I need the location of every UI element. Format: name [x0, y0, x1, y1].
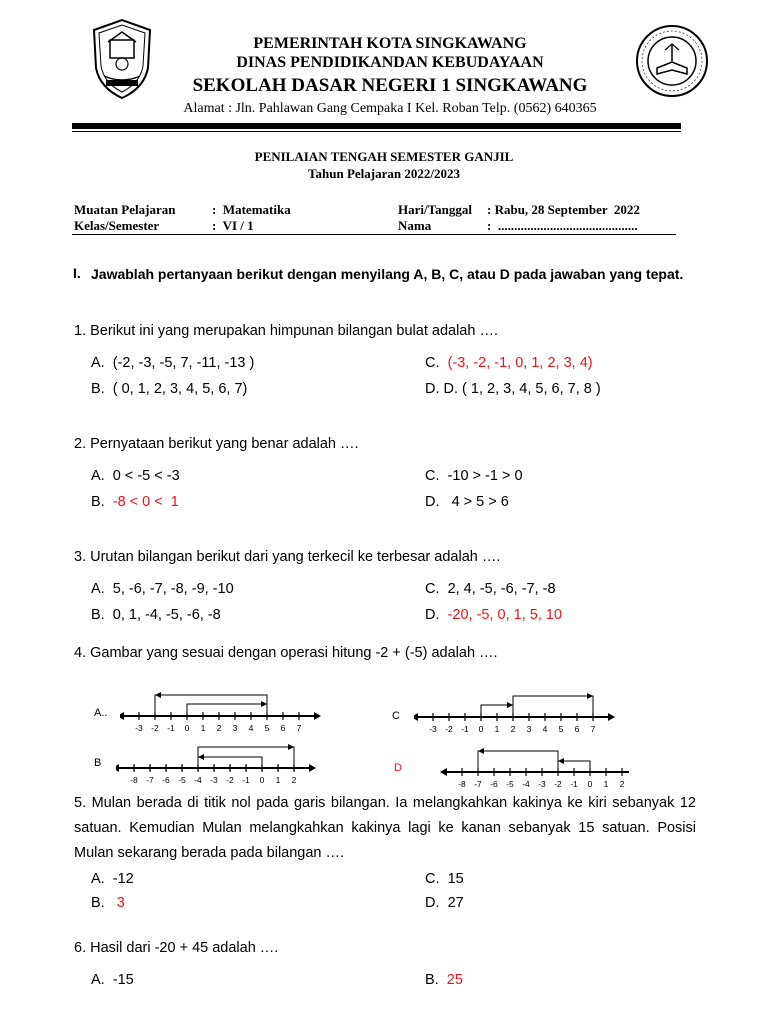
meta-underline — [72, 234, 676, 235]
tick-label: -2 — [151, 723, 159, 733]
tick-label: 0 — [587, 779, 593, 789]
date-value: : Rabu, 28 September 2022 — [487, 202, 640, 217]
q3-option-c[interactable]: C. 2, 4, -5, -6, -7, -8 — [425, 581, 556, 597]
q1-option-c[interactable]: C. (-3, -2, -1, 0, 1, 2, 3, 4) — [425, 355, 593, 371]
government-name: PEMERINTAH KOTA SINGKAWANG — [253, 35, 527, 52]
tick-label: 4 — [248, 723, 254, 733]
tick-label: 1 — [200, 723, 206, 733]
q4-label-a[interactable]: A.. — [94, 707, 108, 719]
q3-option-a[interactable]: A. 5, -6, -7, -8, -9, -10 — [91, 581, 234, 597]
tick-label: -5 — [506, 779, 514, 789]
tick-label: -3 — [210, 775, 218, 785]
tick-label: -6 — [490, 779, 498, 789]
tick-label: -2 — [226, 775, 234, 785]
tick-label: 4 — [542, 724, 548, 734]
tick-label: 1 — [603, 779, 609, 789]
q5-option-a[interactable]: A. -12 — [91, 871, 134, 887]
question-2: 2. Pernyataan berikut yang benar adalah …. — [74, 436, 359, 452]
tick-label: -8 — [458, 779, 466, 789]
tick-label: 5 — [558, 724, 564, 734]
tick-label: 0 — [184, 723, 190, 733]
q2-option-b[interactable]: B. -8 < 0 < 1 — [91, 494, 179, 510]
tick-label: -4 — [522, 779, 530, 789]
question-4: 4. Gambar yang sesuai dengan operasi hitung -2 + (-5) adalah …. — [74, 645, 498, 661]
tick-label: -8 — [130, 775, 138, 785]
q1-option-d[interactable]: D. D. ( 1, 2, 3, 4, 5, 6, 7, 8 ) — [425, 381, 601, 397]
arrowhead-icon — [587, 693, 593, 699]
tick-label: -7 — [474, 779, 482, 789]
q1-option-a[interactable]: A. (-2, -3, -5, 7, -11, -13 ) — [91, 355, 255, 371]
exam-title: PENILAIAN TENGAH SEMESTER GANJIL — [254, 149, 514, 164]
tick-label: -7 — [146, 775, 154, 785]
q6-option-b[interactable]: B. 25 — [425, 972, 463, 988]
subject-value: : Matematika — [212, 202, 291, 217]
exam-year: Tahun Pelajaran 2022/2023 — [308, 166, 460, 181]
tick-label: 0 — [478, 724, 484, 734]
arrow-left-icon — [414, 713, 418, 721]
instruction-number: I. — [73, 265, 81, 281]
arrow-left-icon — [440, 768, 447, 776]
arrowhead-icon — [558, 758, 564, 764]
school-address: Alamat : Jln. Pahlawan Gang Cempaka I Kel. Roban Telp. (0562) 640365 — [183, 101, 597, 116]
arrowhead-icon — [507, 702, 513, 708]
tick-label: -2 — [554, 779, 562, 789]
name-label: Nama — [398, 218, 432, 233]
question-5: 5. Mulan berada di titik nol pada garis bilangan. Ia melangkahkan kakinya ke kiri sebanyak 12 satuan. Kemudian Mulan melangkahkan kakinya lagi ke kanan sebanyak 15 satuan. Posisi Mulan sekarang berada pada bilangan …. — [74, 795, 696, 861]
arrowhead-icon — [261, 701, 267, 707]
tick-label: 3 — [232, 723, 238, 733]
subject-label: Muatan Pelajaran — [74, 202, 176, 217]
tick-label: 2 — [291, 775, 297, 785]
tick-label: 1 — [494, 724, 500, 734]
arrowhead-icon — [478, 748, 484, 754]
tick-label: 2 — [619, 779, 625, 789]
tick-label: 1 — [275, 775, 281, 785]
jump-arrow — [155, 695, 267, 716]
agency-name: DINAS PENDIDIKANDAN KEBUDAYAAN — [236, 54, 544, 71]
jump-arrow — [478, 751, 558, 772]
tick-label: -3 — [538, 779, 546, 789]
q4-label-d[interactable]: D — [394, 762, 402, 774]
tick-label: -1 — [167, 723, 175, 733]
q2-option-a[interactable]: A. 0 < -5 < -3 — [91, 468, 180, 484]
name-value: : ........................................... — [487, 218, 638, 233]
q3-option-b[interactable]: B. 0, 1, -4, -5, -6, -8 — [91, 607, 221, 623]
tick-label: -1 — [242, 775, 250, 785]
class-value: : VI / 1 — [212, 218, 254, 233]
tick-label: -5 — [178, 775, 186, 785]
tick-label: -6 — [162, 775, 170, 785]
school-name: SEKOLAH DASAR NEGERI 1 SINGKAWANG — [192, 75, 588, 96]
q3-option-d[interactable]: D. -20, -5, 0, 1, 5, 10 — [425, 607, 563, 623]
arrowhead-icon — [198, 754, 204, 760]
header-divider-thick — [72, 123, 681, 129]
number-line-a — [120, 688, 325, 736]
q6-option-a[interactable]: A. -15 — [91, 972, 134, 988]
header-divider-thin — [72, 131, 681, 132]
arrow-left-icon — [120, 712, 124, 720]
tick-label: 2 — [510, 724, 516, 734]
number-line-c — [414, 688, 636, 736]
tick-label: 7 — [296, 723, 302, 733]
arrow-right-icon — [608, 713, 615, 721]
question-1: 1. Berikut ini yang merupakan himpunan bilangan bulat adalah …. — [74, 323, 498, 339]
tick-label: 5 — [264, 723, 270, 733]
tick-label: 6 — [574, 724, 580, 734]
q4-label-c[interactable]: C — [392, 710, 400, 722]
arrow-right-icon — [314, 712, 321, 720]
q2-option-d[interactable]: D. 4 > 5 > 6 — [425, 494, 509, 510]
arrowhead-icon — [155, 692, 161, 698]
tick-label: 3 — [526, 724, 532, 734]
instruction-text: Jawablah pertanyaan berikut dengan menyilang A, B, C, atau D pada jawaban yang tepat. — [91, 266, 684, 282]
q5-option-c[interactable]: C. 15 — [425, 871, 464, 887]
tick-label: 6 — [280, 723, 286, 733]
arrow-left-icon — [116, 764, 119, 772]
q1-option-b[interactable]: B. ( 0, 1, 2, 3, 4, 5, 6, 7) — [91, 381, 248, 397]
date-label: Hari/Tanggal — [398, 202, 472, 217]
tick-label: -2 — [445, 724, 453, 734]
q2-option-c[interactable]: C. -10 > -1 > 0 — [425, 468, 523, 484]
question-3: 3. Urutan bilangan berikut dari yang terkecil ke terbesar adalah …. — [74, 549, 501, 565]
tick-label: -1 — [461, 724, 469, 734]
number-line-d — [424, 742, 629, 790]
tick-label: 7 — [590, 724, 596, 734]
q5-option-b[interactable]: B. 3 — [91, 895, 125, 911]
tick-label: 2 — [216, 723, 222, 733]
class-label: Kelas/Semester — [74, 218, 160, 233]
q5-option-d[interactable]: D. 27 — [425, 895, 464, 911]
tick-label: -3 — [429, 724, 437, 734]
number-line-b — [116, 738, 326, 786]
jump-arrow — [513, 696, 593, 717]
question-6: 6. Hasil dari -20 + 45 adalah …. — [74, 940, 279, 956]
tick-label: -1 — [570, 779, 578, 789]
arrow-right-icon — [309, 764, 316, 772]
jump-arrow — [187, 704, 267, 716]
tick-label: -3 — [135, 723, 143, 733]
q4-label-b[interactable]: B — [94, 757, 102, 769]
tick-label: 0 — [259, 775, 265, 785]
arrowhead-icon — [288, 744, 294, 750]
tick-label: -4 — [194, 775, 202, 785]
